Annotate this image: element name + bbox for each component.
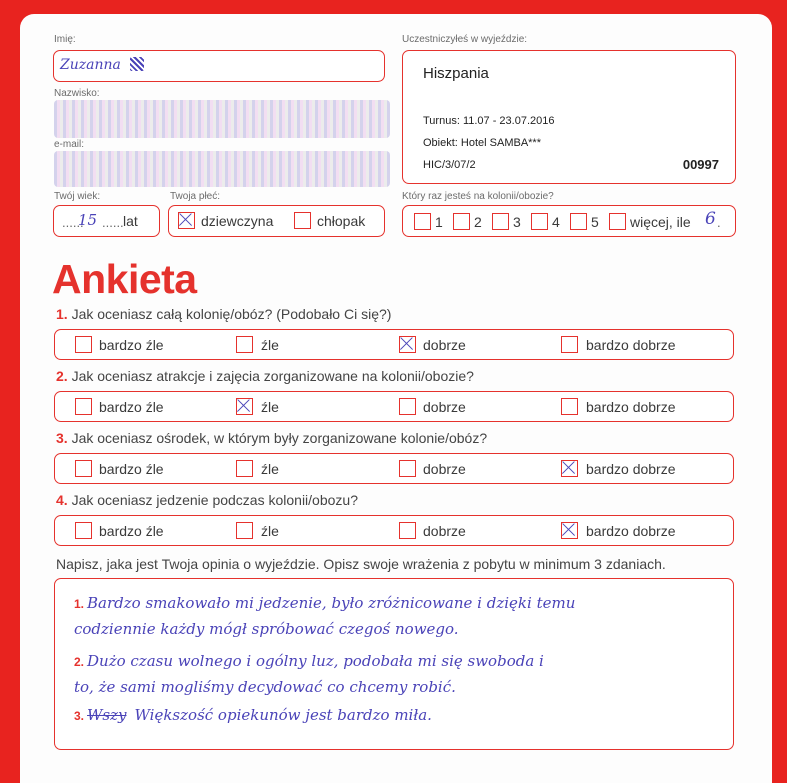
q2-option-2-label: źle <box>261 399 279 415</box>
visits-label: Który raz jesteś na kolonii/obozie? <box>402 191 554 202</box>
q4-option-4-label: bardzo dobrze <box>586 523 676 539</box>
visits-checkbox-1[interactable] <box>414 213 431 230</box>
q4-option-1-checkbox[interactable] <box>75 522 92 539</box>
question-2-answers <box>54 391 734 422</box>
trip-destination: Hiszpania <box>423 65 489 82</box>
age-value: 15 <box>78 211 98 229</box>
q2-option-2-checkbox[interactable] <box>236 398 253 415</box>
question-1: 1. Jak oceniasz całą kolonię/obóz? (Podobało Ci się?) <box>56 306 392 322</box>
q4-option-3-label: dobrze <box>423 523 466 539</box>
boy-option-label: chłopak <box>317 213 366 229</box>
visits-checkbox-more[interactable] <box>609 213 626 230</box>
visits-checkbox-5[interactable] <box>570 213 587 230</box>
q4-option-3-checkbox[interactable] <box>399 522 416 539</box>
q3-option-3-checkbox[interactable] <box>399 460 416 477</box>
q1-option-1-checkbox[interactable] <box>75 336 92 353</box>
visits-more-label: więcej, ile <box>630 214 691 230</box>
q1-option-2-label: źle <box>261 337 279 353</box>
q1-option-3-checkbox[interactable] <box>399 336 416 353</box>
surname-redacted <box>54 100 390 138</box>
trip-object: Obiekt: Hotel SAMBA*** <box>423 137 541 149</box>
girl-option-label: dziewczyna <box>201 213 274 229</box>
q1-option-4-checkbox[interactable] <box>561 336 578 353</box>
q1-option-2-checkbox[interactable] <box>236 336 253 353</box>
age-unit: lat <box>123 213 138 229</box>
q3-option-2-checkbox[interactable] <box>236 460 253 477</box>
opinion-line-3: 2. Dużo czasu wolnego i ogólny luz, podobała mi się swoboda i <box>74 652 544 670</box>
q1-option-4-label: bardzo dobrze <box>586 337 676 353</box>
opinion-prompt: Napisz, jaka jest Twoja opinia o wyjeździe. Opisz swoje wrażenia z pobytu w minimum 3 zdaniach. <box>56 556 666 572</box>
q3-option-2-label: źle <box>261 461 279 477</box>
opinion-line-5: 3. Wszy Większość opiekunów jest bardzo miła. <box>74 706 432 724</box>
q3-option-4-checkbox[interactable] <box>561 460 578 477</box>
question-2: 2. Jak oceniasz atrakcje i zajęcia zorganizowane na kolonii/obozie? <box>56 368 474 384</box>
age-label: Twój wiek: <box>54 191 101 202</box>
visits-option-4: 4 <box>552 214 560 230</box>
q2-option-4-checkbox[interactable] <box>561 398 578 415</box>
visits-count: 6 <box>705 209 716 229</box>
q1-option-3-label: dobrze <box>423 337 466 353</box>
question-4-answers <box>54 515 734 546</box>
q2-option-3-checkbox[interactable] <box>399 398 416 415</box>
q2-option-3-label: dobrze <box>423 399 466 415</box>
q2-option-1-checkbox[interactable] <box>75 398 92 415</box>
first-name-value: Zuzanna <box>60 57 121 73</box>
first-name-label: Imię: <box>54 34 76 45</box>
age-field[interactable]: ...... 15 ...... lat <box>53 205 160 237</box>
visits-field: 1 2 3 4 5 więcej, ile 6 . <box>402 205 736 237</box>
question-3-answers <box>54 453 734 484</box>
trip-info-box <box>402 50 736 184</box>
email-redacted <box>54 151 390 187</box>
trip-number: 00997 <box>682 157 719 172</box>
trip-label: Uczestniczyłeś w wyjeździe: <box>402 34 528 45</box>
q4-option-2-label: źle <box>261 523 279 539</box>
q3-option-4-label: bardzo dobrze <box>586 461 676 477</box>
q3-option-1-checkbox[interactable] <box>75 460 92 477</box>
opinion-line-1: 1. Bardzo smakowało mi jedzenie, było zróżnicowane i dzięki temu <box>74 594 576 612</box>
trip-code: HIC/3/07/2 <box>423 159 476 171</box>
opinion-line-4: to, że sami mogliśmy decydować co chcemy robić. <box>74 678 456 696</box>
visits-checkbox-3[interactable] <box>492 213 509 230</box>
first-name-field[interactable] <box>53 50 385 82</box>
girl-checkbox[interactable] <box>178 212 195 229</box>
trip-turnus: Turnus: 11.07 - 23.07.2016 <box>423 115 555 127</box>
surname-label: Nazwisko: <box>54 88 100 99</box>
scribble-mark <box>130 57 144 71</box>
gender-field <box>168 205 385 237</box>
q4-option-4-checkbox[interactable] <box>561 522 578 539</box>
gender-label: Twoja płeć: <box>170 191 221 202</box>
boy-checkbox[interactable] <box>294 212 311 229</box>
q2-option-4-label: bardzo dobrze <box>586 399 676 415</box>
visits-option-1: 1 <box>435 214 443 230</box>
question-4: 4. Jak oceniasz jedzenie podczas kolonii/obozu? <box>56 492 358 508</box>
visits-option-5: 5 <box>591 214 599 230</box>
q3-option-3-label: dobrze <box>423 461 466 477</box>
visits-checkbox-2[interactable] <box>453 213 470 230</box>
survey-title: Ankieta <box>52 256 197 302</box>
q4-option-1-label: bardzo źle <box>99 523 164 539</box>
question-3: 3. Jak oceniasz ośrodek, w którym były zorganizowane kolonie/obóz? <box>56 430 488 446</box>
visits-option-3: 3 <box>513 214 521 230</box>
visits-checkbox-4[interactable] <box>531 213 548 230</box>
q4-option-2-checkbox[interactable] <box>236 522 253 539</box>
q3-option-1-label: bardzo źle <box>99 461 164 477</box>
q2-option-1-label: bardzo źle <box>99 399 164 415</box>
question-1-answers <box>54 329 734 360</box>
email-label: e-mail: <box>54 139 85 150</box>
survey-sheet <box>20 14 772 783</box>
opinion-line-2: codziennie każdy mógł spróbować czegoś nowego. <box>74 620 459 638</box>
q1-option-1-label: bardzo źle <box>99 337 164 353</box>
visits-option-2: 2 <box>474 214 482 230</box>
